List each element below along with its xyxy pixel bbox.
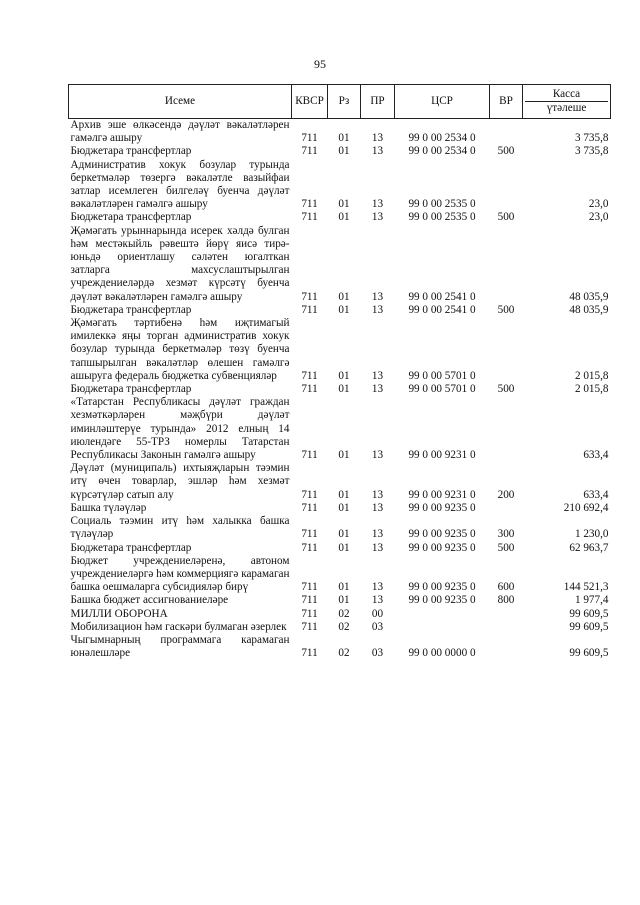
row-rz-cell: 01 <box>338 383 350 396</box>
row-tsr-cell: 99 0 00 9235 0 <box>408 501 476 514</box>
table-row <box>69 634 611 660</box>
row-vr-cell: 300 <box>497 528 515 541</box>
row-name-cell: Дәүләт (муниципаль) ихтыяҗларын тәэмин итү өчен товарлар, эшләр һәм хезмәт күрсәтүләр сатып алу <box>70 462 290 501</box>
row-kvsr-cell: 711 <box>301 145 318 158</box>
row-pr-cell: 13 <box>371 594 384 607</box>
row-pr-cell: 03 <box>371 620 384 633</box>
row-pr-cell: 03 <box>371 647 384 660</box>
row-tsr-cell: 99 0 00 9231 0 <box>408 488 476 501</box>
row-tsr-cell: 99 0 00 2534 0 <box>408 145 476 158</box>
table-row <box>69 119 611 146</box>
row-tsr-cell: 99 0 00 2541 0 <box>408 290 476 303</box>
row-vr-cell: 800 <box>497 594 515 607</box>
row-amount-cell: 23,0 <box>588 198 609 211</box>
row-vr-cell: 200 <box>497 488 515 501</box>
page-number: 95 <box>314 57 326 71</box>
row-name-cell: Бюджетара трансфертлар <box>70 145 192 158</box>
row-tsr-cell <box>395 621 490 634</box>
row-name-cell: Бюджет учреждениеләренә, автоном учреждениеләргә һәм коммерциягә карамаган башка оешмаларга субсидияләр бирү <box>70 554 290 594</box>
row-tsr-cell: 99 0 00 9235 0 <box>408 594 476 607</box>
row-kvsr-cell: 711 <box>301 488 318 501</box>
header-kassa <box>523 85 611 119</box>
row-amount-cell: 3 735,8 <box>574 145 609 158</box>
row-tsr-cell: 99 0 00 2541 0 <box>408 303 476 316</box>
row-kvsr-cell: 711 <box>301 198 318 211</box>
row-name-cell: МИЛЛИ ОБОРОНА <box>70 607 168 620</box>
row-vr-cell: 500 <box>497 541 515 554</box>
row-amount-cell: 1 230,0 <box>574 528 609 541</box>
row-vr-cell <box>490 502 523 515</box>
row-name-cell: Башка түләүләр <box>70 501 147 514</box>
header-tsr: ЦСР <box>395 85 490 119</box>
row-vr-cell <box>490 634 523 660</box>
row-vr-cell: 500 <box>497 145 515 158</box>
row-pr-cell: 13 <box>371 369 384 382</box>
row-amount-cell: 633,4 <box>583 488 609 501</box>
table-row <box>69 304 611 317</box>
table-row <box>69 462 611 502</box>
table-row <box>69 159 611 212</box>
budget-table <box>68 84 611 660</box>
row-kvsr-cell: 711 <box>301 541 318 554</box>
row-name-cell: Архив эше өлкәсендә дәүләт вәкаләтләрен гамәлгә ашыру <box>70 119 290 145</box>
table-body <box>69 119 611 661</box>
row-pr-cell: 13 <box>371 488 384 501</box>
row-tsr-cell: 99 0 00 9235 0 <box>408 528 476 541</box>
row-name-cell: Бюджетара трансфертлар <box>70 383 192 396</box>
row-pr-cell: 13 <box>371 211 384 224</box>
row-rz-cell: 01 <box>338 132 350 145</box>
row-rz-cell: 01 <box>338 211 350 224</box>
row-amount-cell: 99 609,5 <box>569 607 609 620</box>
row-pr-cell: 13 <box>371 145 384 158</box>
row-name-cell: Бюджетара трансфертлар <box>70 541 192 554</box>
row-name-cell: Социаль тәэмин итү һәм халыкка башка түләүләр <box>70 515 290 541</box>
table-row <box>69 145 611 158</box>
row-rz-cell: 01 <box>338 369 350 382</box>
row-vr-cell: 500 <box>497 211 515 224</box>
row-pr-cell: 13 <box>371 501 384 514</box>
row-pr-cell: 13 <box>371 198 384 211</box>
row-tsr-cell: 99 0 00 9235 0 <box>408 541 476 554</box>
row-tsr-cell: 99 0 00 2534 0 <box>408 132 476 145</box>
header-kassa-line1: Касса <box>552 87 581 100</box>
row-name-cell: Чыгымнарның программага карамаган юнәлешләре <box>70 633 290 660</box>
header-rz: Рз <box>328 85 361 119</box>
table-row <box>69 542 611 555</box>
row-pr-cell: 13 <box>371 383 384 396</box>
table-row <box>69 555 611 595</box>
row-rz-cell: 01 <box>338 449 350 462</box>
table-row <box>69 225 611 304</box>
table-row <box>69 608 611 621</box>
row-rz-cell: 01 <box>338 594 350 607</box>
row-amount-cell: 62 963,7 <box>569 541 609 554</box>
row-kvsr-cell: 711 <box>301 211 318 224</box>
row-rz-cell: 01 <box>338 290 350 303</box>
row-kvsr-cell: 711 <box>301 581 318 594</box>
table-row <box>69 383 611 396</box>
row-kvsr-cell: 711 <box>301 607 318 620</box>
row-kvsr-cell: 711 <box>301 369 318 382</box>
row-tsr-cell: 99 0 00 9235 0 <box>408 581 476 594</box>
row-vr-cell: 500 <box>497 303 515 316</box>
row-kvsr-cell: 711 <box>301 594 318 607</box>
row-vr-cell <box>490 396 523 462</box>
row-kvsr-cell: 711 <box>301 383 318 396</box>
header-pr: ПР <box>361 85 395 119</box>
row-name-cell: Җәмәгать урыннарында исерек хәлдә булган һәм местәкыйль рәвештә йөрү яисә тирә-юньдә ориентлашу сәләтен югалткан затларга махсуслаштырылган учреждениеләрдә хезмәт күрсәтү буенча дәүләт вәкаләтләрен гамәлгә ашыру <box>70 224 290 303</box>
row-amount-cell: 1 977,4 <box>574 594 609 607</box>
row-kvsr-cell: 711 <box>301 303 318 316</box>
table-row <box>69 594 611 607</box>
row-pr-cell: 00 <box>371 607 384 620</box>
table-row <box>69 211 611 224</box>
row-name-cell: Җәмәгать тәртибенә һәм иҗтимагый имилеккә яңы торган административ хокук бозулар турында беркетмәләр төзү буенча тапшырылган вәкаләтләр өлешен гамәлгә ашыруга федераль бюджетка субвенцияләр <box>70 317 290 382</box>
table-header-row <box>69 85 611 119</box>
row-vr-cell: 500 <box>497 383 515 396</box>
header-vr: ВР <box>490 85 523 119</box>
row-name-cell: «Татарстан Республикасы дәүләт граждан хезмәткәрләрен мәҗбүри дәүләт иминләштерүе турында» 2012 елның 14 июлендәге 55-ТРЗ номерлы Татарстан Республикасы Законын гамәлгә ашыру <box>70 396 290 462</box>
row-tsr-cell: 99 0 00 2535 0 <box>408 211 476 224</box>
header-name: Исеме <box>69 85 292 119</box>
row-amount-cell: 48 035,9 <box>569 303 609 316</box>
row-rz-cell: 01 <box>338 198 350 211</box>
row-tsr-cell: 99 0 00 5701 0 <box>408 369 476 382</box>
row-kvsr-cell: 711 <box>301 449 318 462</box>
row-pr-cell: 13 <box>371 290 384 303</box>
row-amount-cell: 99 609,5 <box>569 647 609 660</box>
row-vr-cell: 600 <box>497 581 515 594</box>
row-vr-cell <box>490 159 523 212</box>
row-pr-cell: 13 <box>371 449 384 462</box>
row-kvsr-cell: 711 <box>301 132 318 145</box>
row-pr-cell: 13 <box>371 132 384 145</box>
row-rz-cell: 01 <box>338 303 350 316</box>
row-kvsr-cell: 711 <box>301 528 318 541</box>
row-tsr-cell: 99 0 00 0000 0 <box>408 647 476 660</box>
row-amount-cell: 23,0 <box>588 211 609 224</box>
row-kvsr-cell: 711 <box>301 620 318 633</box>
row-pr-cell: 13 <box>371 303 384 316</box>
table-row <box>69 502 611 515</box>
row-pr-cell: 13 <box>371 541 384 554</box>
row-amount-cell: 3 735,8 <box>574 132 609 145</box>
table-row <box>69 515 611 541</box>
row-kvsr-cell: 711 <box>301 290 318 303</box>
row-name-cell: Административ хокук бозулар турында беркетмәләр төзергә вәкаләтле вазыйфаи затлар исемлеген билгеләү буенча дәүләт вәкаләтләрен гамәлгә ашыру <box>70 158 290 211</box>
row-kvsr-cell: 711 <box>301 501 318 514</box>
table-row <box>69 317 611 383</box>
row-rz-cell: 01 <box>338 581 350 594</box>
row-amount-cell: 48 035,9 <box>569 290 609 303</box>
row-amount-cell: 2 015,8 <box>574 369 609 382</box>
row-vr-cell <box>490 621 523 634</box>
row-rz-cell: 01 <box>338 528 350 541</box>
row-vr-cell <box>490 317 523 383</box>
row-amount-cell: 210 692,4 <box>563 501 609 514</box>
row-tsr-cell <box>395 608 490 621</box>
row-name-cell: Бюджетара трансфертлар <box>70 211 192 224</box>
row-tsr-cell: 99 0 00 2535 0 <box>408 198 476 211</box>
row-vr-cell <box>490 225 523 304</box>
header-kassa-line2: үтәлеше <box>525 101 608 115</box>
row-tsr-cell: 99 0 00 9231 0 <box>408 449 476 462</box>
table-row <box>69 396 611 462</box>
row-kvsr-cell: 711 <box>301 647 318 660</box>
row-rz-cell: 02 <box>338 647 350 660</box>
row-rz-cell: 01 <box>338 488 350 501</box>
row-rz-cell: 02 <box>338 620 350 633</box>
header-kvsr: КВСР <box>292 85 328 119</box>
row-pr-cell: 13 <box>371 528 384 541</box>
row-rz-cell: 02 <box>338 607 350 620</box>
row-rz-cell: 01 <box>338 541 350 554</box>
row-amount-cell: 99 609,5 <box>569 620 609 633</box>
row-name-cell: Бюджетара трансфертлар <box>70 303 192 316</box>
table-row <box>69 621 611 634</box>
row-rz-cell: 01 <box>338 501 350 514</box>
row-amount-cell: 633,4 <box>583 449 609 462</box>
row-amount-cell: 2 015,8 <box>574 383 609 396</box>
row-name-cell: Мобилизацион һәм гаскәри булмаган әзерлек <box>70 620 287 633</box>
row-vr-cell <box>490 608 523 621</box>
row-rz-cell: 01 <box>338 145 350 158</box>
row-pr-cell: 13 <box>371 581 384 594</box>
row-amount-cell: 144 521,3 <box>563 581 609 594</box>
row-name-cell: Башка бюджет ассигнованиеләре <box>70 594 229 607</box>
row-vr-cell <box>490 119 523 146</box>
row-tsr-cell: 99 0 00 5701 0 <box>408 383 476 396</box>
